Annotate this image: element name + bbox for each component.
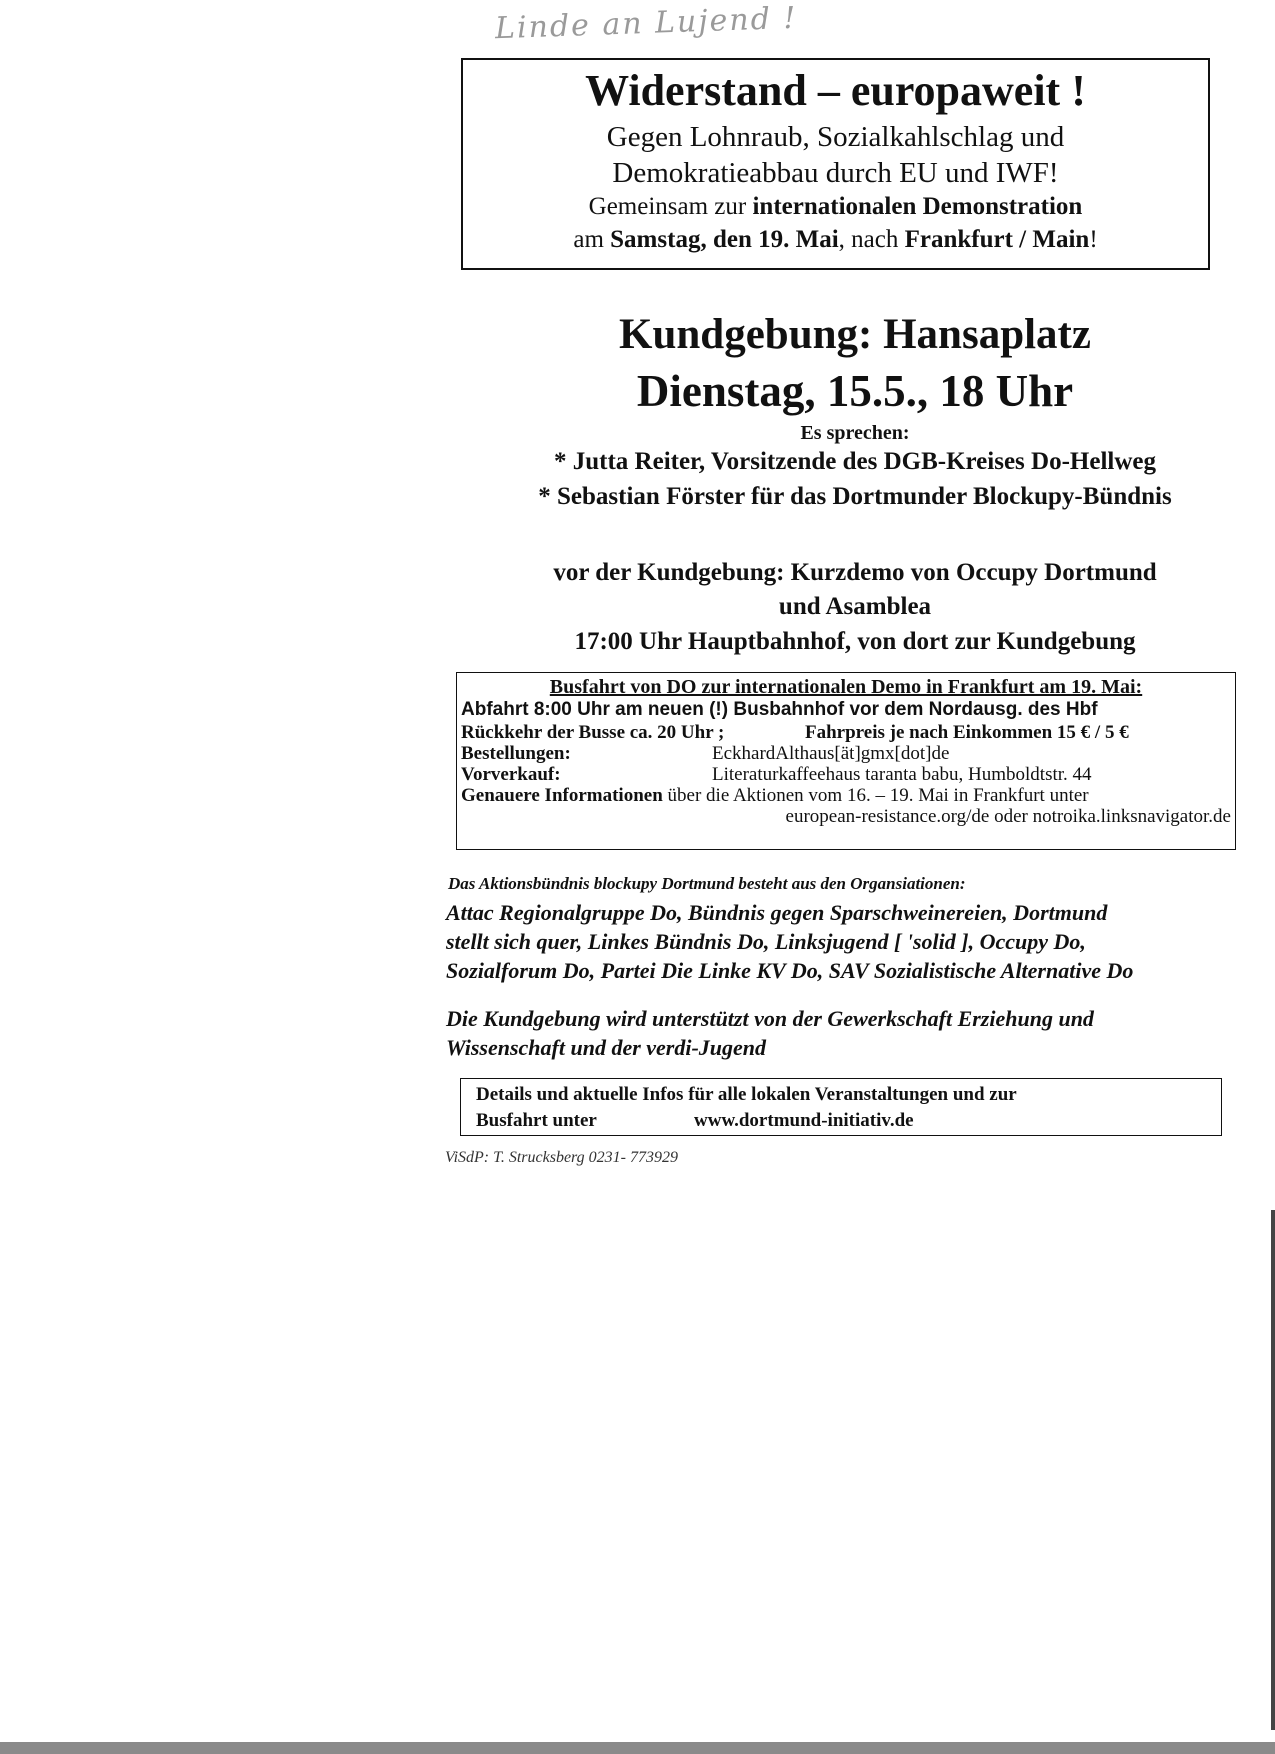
- bus-info-text: über die Aktionen vom 16. – 19. Mai in Frankfurt unter: [662, 785, 1089, 806]
- header-title: Widerstand – europaweit !: [585, 66, 1086, 115]
- bus-return: Rückkehr der Busse ca. 20 Uhr ;: [461, 722, 725, 743]
- header-line-1: Gegen Lohnraub, Sozialkahlschlag und: [606, 121, 1065, 153]
- details-line-1: Details und aktuelle Infos für alle lokalen Veranstaltungen und zur: [476, 1084, 1017, 1105]
- scan-edge-bottom: [0, 1742, 1275, 1754]
- header-line-3-pre: Gemeinsam zur: [588, 193, 753, 220]
- bus-orders-email: EckhardAlthaus[ät]gmx[dot]de: [712, 743, 950, 764]
- bus-box: [456, 672, 1236, 850]
- pre-demo-line-1: vor der Kundgebung: Kurzdemo von Occupy Dortmund: [553, 559, 1157, 586]
- alliance-line-1: Attac Regionalgruppe Do, Bündnis gegen Sparschweinereien, Dortmund: [446, 900, 1108, 925]
- bus-presale-row: [457, 764, 1235, 785]
- header-box: [461, 58, 1210, 270]
- header-line-2: Demokratieabbau durch EU und IWF!: [612, 157, 1059, 189]
- bus-orders-label: Bestellungen:: [461, 743, 571, 764]
- header-line-3-bold: internationalen Demonstration: [752, 193, 1083, 220]
- alliance-intro: Das Aktionsbündnis blockupy Dortmund besteht aus den Organsiationen:: [448, 874, 966, 893]
- details-bus-label: Busfahrt unter: [476, 1110, 597, 1131]
- header-line-4-date: Samstag, den 19. Mai: [610, 226, 839, 253]
- speaker-1: * Jutta Reiter, Vorsitzende des DGB-Kreises Do-Hellweg: [553, 448, 1156, 475]
- alliance-line-2: stellt sich quer, Linkes Bündnis Do, Linksjugend [ 'solid ], Occupy Do,: [446, 929, 1086, 954]
- support-line-1: Die Kundgebung wird unterstützt von der Gewerkschaft Erziehung und: [446, 1006, 1094, 1031]
- speakers-heading: Es sprechen:: [800, 422, 910, 444]
- bus-return-row: [457, 722, 1235, 743]
- scan-edge-right: [1271, 1210, 1275, 1730]
- bus-title: Busfahrt von DO zur internationalen Demo in Frankfurt am 19. Mai:: [549, 676, 1143, 698]
- bus-presale-value: Literaturkaffeehaus taranta babu, Humboldtstr. 44: [712, 764, 1092, 785]
- header-line-4-mid: , nach: [838, 226, 905, 253]
- bus-presale-label: Vorverkauf:: [461, 764, 561, 785]
- bus-orders-row: [457, 743, 1235, 764]
- pre-demo-line-2: und Asamblea: [778, 593, 932, 620]
- header-line-4-end: !: [1089, 226, 1098, 253]
- header-line-3: [463, 191, 1208, 223]
- rally-datetime: Dienstag, 15.5., 18 Uhr: [636, 366, 1074, 416]
- bus-departure: Abfahrt 8:00 Uhr am neuen (!) Busbahnhof vor dem Nordausg. des Hbf: [461, 699, 1098, 720]
- bus-fare: Fahrpreis je nach Einkommen 15 € / 5 €: [805, 722, 1129, 743]
- header-line-4-city: Frankfurt / Main: [904, 226, 1090, 253]
- details-url-link[interactable]: www.dortmund-initiativ.de: [694, 1110, 914, 1131]
- details-line-2: [476, 1108, 1221, 1134]
- rally-title: Kundgebung: Hansaplatz: [619, 311, 1091, 358]
- pre-demo-line-3: 17:00 Uhr Hauptbahnhof, von dort zur Kundgebung: [574, 628, 1136, 655]
- header-line-4: [463, 223, 1208, 256]
- visdp-note: ViSdP: T. Strucksberg 0231- 773929: [445, 1149, 679, 1166]
- bus-info-label: Genauere Informationen: [461, 785, 663, 806]
- header-line-4-pre: am: [573, 226, 611, 253]
- bus-info-links: european-resistance.org/de oder notroika.linksnavigator.de: [785, 806, 1231, 827]
- bus-info-row: [457, 785, 1235, 806]
- handwritten-note: Linde an Lujend !: [494, 0, 799, 47]
- speaker-2: * Sebastian Förster für das Dortmunder Blockupy-Bündnis: [538, 483, 1172, 510]
- alliance-line-3: Sozialforum Do, Partei Die Linke KV Do, SAV Sozialistische Alternative Do: [446, 958, 1134, 983]
- details-box: [460, 1078, 1222, 1136]
- support-line-2: Wissenschaft und der verdi-Jugend: [446, 1035, 767, 1060]
